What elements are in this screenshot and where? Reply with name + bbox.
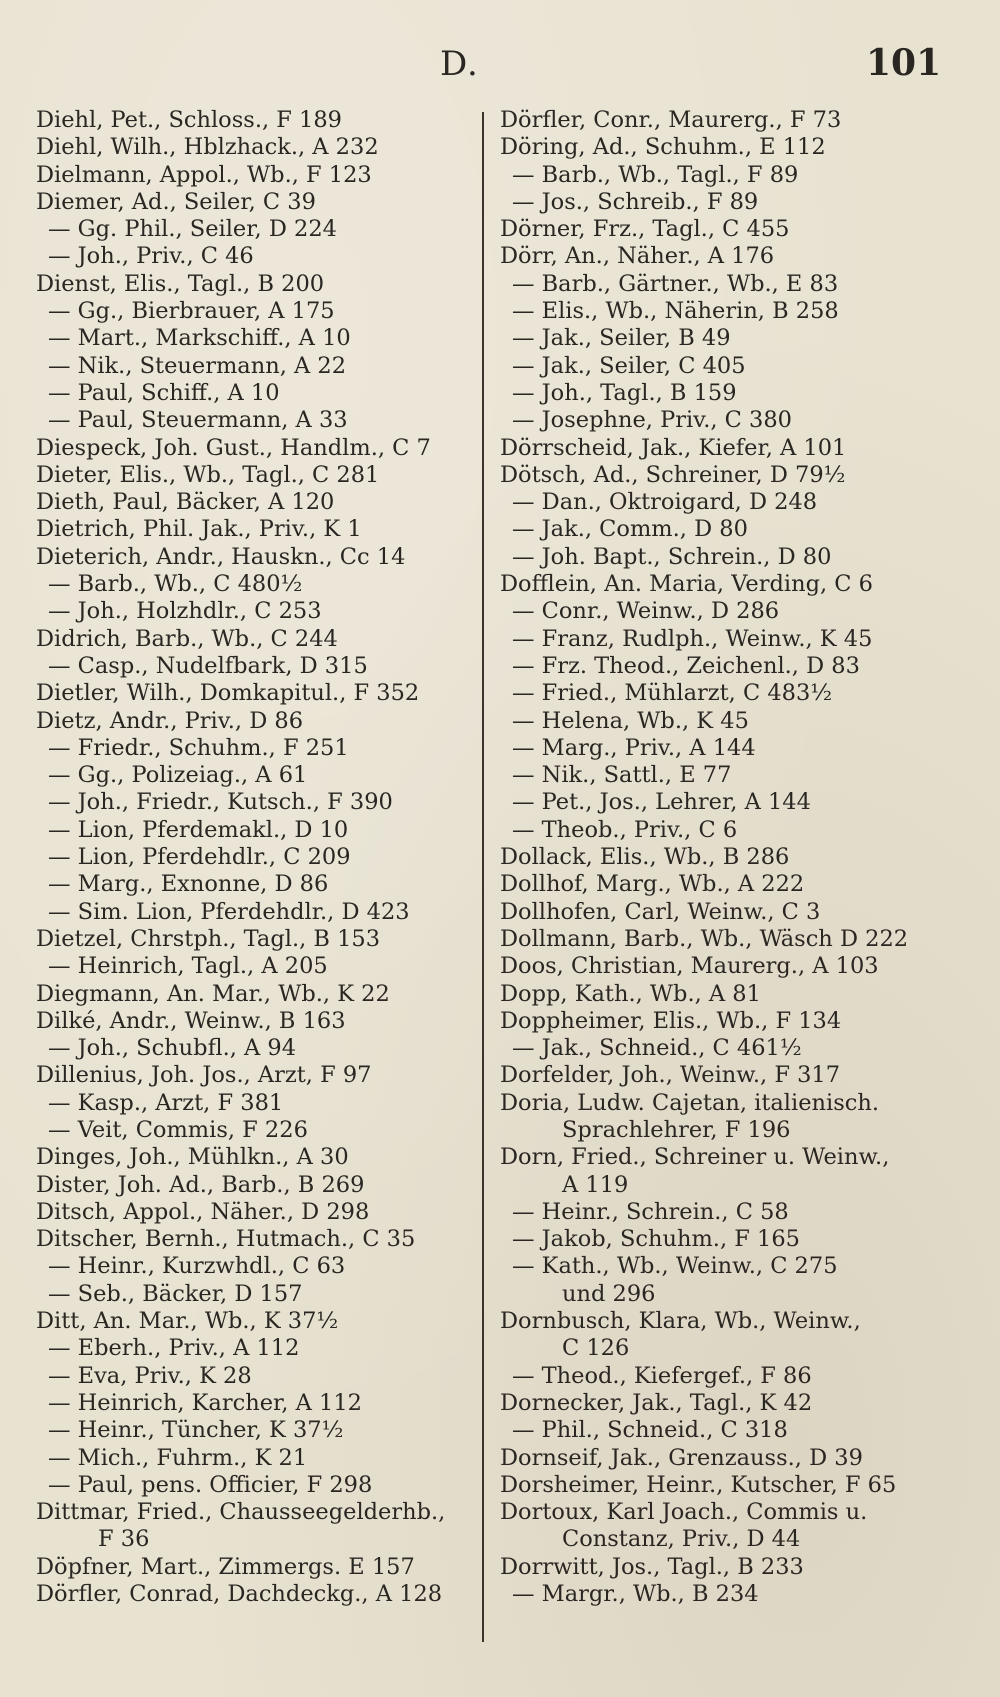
directory-entry: — Seb., Bäcker, D 157 xyxy=(48,1280,303,1307)
directory-entry: Diegmann, An. Mar., Wb., K 22 xyxy=(36,980,390,1007)
directory-entry-continuation: Constanz, Priv., D 44 xyxy=(562,1526,801,1553)
directory-entry: — Heinr., Tüncher, K 37½ xyxy=(48,1417,344,1444)
directory-entry: Dörr, An., Näher., A 176 xyxy=(500,243,775,270)
directory-entry: Dieterich, Andr., Hauskn., Cc 14 xyxy=(36,543,406,570)
directory-entry-continuation: F 36 xyxy=(98,1526,150,1553)
directory-entry: — Joh., Priv., C 46 xyxy=(48,243,254,270)
directory-entry: — Barb., Wb., C 480½ xyxy=(48,571,303,598)
column-divider xyxy=(482,112,484,1642)
directory-entry: Dofflein, An. Maria, Verding, C 6 xyxy=(500,571,873,598)
directory-entry: Dollack, Elis., Wb., B 286 xyxy=(500,844,790,871)
directory-entry: Dietz, Andr., Priv., D 86 xyxy=(36,707,304,734)
directory-entry: — Joh., Friedr., Kutsch., F 390 xyxy=(48,789,393,816)
directory-entry: Dister, Joh. Ad., Barb., B 269 xyxy=(36,1171,365,1198)
directory-entry: — Nik., Sattl., E 77 xyxy=(512,762,732,789)
directory-entry: Dorrwitt, Jos., Tagl., B 233 xyxy=(500,1553,804,1580)
directory-entry: — Frz. Theod., Zeichenl., D 83 xyxy=(512,652,860,679)
directory-entry: — Heinr., Schrein., C 58 xyxy=(512,1198,789,1225)
directory-entry: Dollhofen, Carl, Weinw., C 3 xyxy=(500,898,821,925)
directory-entry: — Jak., Comm., D 80 xyxy=(512,516,748,543)
directory-entry: Dillenius, Joh. Jos., Arzt, F 97 xyxy=(36,1062,372,1089)
directory-entry: Dorsheimer, Heinr., Kutscher, F 65 xyxy=(500,1471,897,1498)
directory-entry: — Paul, Steuermann, A 33 xyxy=(48,407,348,434)
directory-entry: Dietler, Wilh., Domkapitul., F 352 xyxy=(36,680,420,707)
directory-entry: — Barb., Gärtner., Wb., E 83 xyxy=(512,270,839,297)
directory-entry: Dortoux, Karl Joach., Commis u. xyxy=(500,1499,868,1526)
directory-entry: Ditscher, Bernh., Hutmach., C 35 xyxy=(36,1226,416,1253)
directory-entry: — Gg., Polizeiag., A 61 xyxy=(48,762,308,789)
directory-entry: Dieter, Elis., Wb., Tagl., C 281 xyxy=(36,461,380,488)
directory-entry: — Dan., Oktroigard, D 248 xyxy=(512,489,818,516)
directory-entry: Dopp, Kath., Wb., A 81 xyxy=(500,980,761,1007)
directory-entry: Dörfler, Conr., Maurerg., F 73 xyxy=(500,107,842,133)
section-letter: D. xyxy=(440,44,479,84)
directory-entry: — Heinrich, Tagl., A 205 xyxy=(48,953,328,980)
directory-entry-continuation: Sprachlehrer, F 196 xyxy=(562,1116,791,1143)
directory-entry: — Phil., Schneid., C 318 xyxy=(512,1417,788,1444)
directory-entry: — Franz, Rudlph., Weinw., K 45 xyxy=(512,625,873,652)
directory-entry: — Margr., Wb., B 234 xyxy=(512,1581,759,1608)
directory-entry: Dollmann, Barb., Wb., Wäsch D 222 xyxy=(500,925,909,952)
directory-entry: Doria, Ludw. Cajetan, italienisch. xyxy=(500,1089,879,1116)
directory-entry: Diespeck, Joh. Gust., Handlm., C 7 xyxy=(36,434,431,461)
directory-entry: — Heinr., Kurzwhdl., C 63 xyxy=(48,1253,346,1280)
directory-entry: Dienst, Elis., Tagl., B 200 xyxy=(36,270,325,297)
directory-entry: — Joh. Bapt., Schrein., D 80 xyxy=(512,543,832,570)
directory-entry: Dietrich, Phil. Jak., Priv., K 1 xyxy=(36,516,362,543)
directory-entry: Döring, Ad., Schuhm., E 112 xyxy=(500,134,826,161)
directory-entry: — Kasp., Arzt, F 381 xyxy=(48,1089,284,1116)
directory-entry: — Nik., Steuermann, A 22 xyxy=(48,352,347,379)
directory-entry: — Joh., Schubfl., A 94 xyxy=(48,1035,297,1062)
directory-entry: Dörfler, Conrad, Dachdeckg., A 128 xyxy=(36,1581,443,1608)
page-header xyxy=(0,44,1000,84)
directory-entry: Dornbusch, Klara, Wb., Weinw., xyxy=(500,1308,861,1335)
directory-entry: Dornecker, Jak., Tagl., K 42 xyxy=(500,1389,813,1416)
directory-entry: — Jos., Schreib., F 89 xyxy=(512,188,759,215)
directory-entry: Doos, Christian, Maurerg., A 103 xyxy=(500,953,879,980)
directory-entry: — Helena, Wb., K 45 xyxy=(512,707,749,734)
directory-entry: — Kath., Wb., Weinw., C 275 xyxy=(512,1253,838,1280)
directory-entry: — Paul, Schiff., A 10 xyxy=(48,379,280,406)
directory-entry: Dittmar, Fried., Chausseegelderhb., xyxy=(36,1499,446,1526)
directory-entry: Dinges, Joh., Mühlkn., A 30 xyxy=(36,1144,349,1171)
directory-entry: — Mich., Fuhrm., K 21 xyxy=(48,1444,308,1471)
directory-entry: — Theod., Kiefergef., F 86 xyxy=(512,1362,812,1389)
directory-entry: — Barb., Wb., Tagl., F 89 xyxy=(512,161,799,188)
page-number: 101 xyxy=(866,42,942,84)
directory-entry: Dornseif, Jak., Grenzauss., D 39 xyxy=(500,1444,863,1471)
directory-entry: — Eberh., Priv., A 112 xyxy=(48,1335,300,1362)
directory-entry: — Sim. Lion, Pferdehdlr., D 423 xyxy=(48,898,410,925)
directory-entry: — Gg., Bierbrauer, A 175 xyxy=(48,298,335,325)
directory-entry: — Theob., Priv., C 6 xyxy=(512,816,738,843)
directory-entry: Döpfner, Mart., Zimmergs. E 157 xyxy=(36,1553,415,1580)
directory-entry: — Elis., Wb., Näherin, B 258 xyxy=(512,298,839,325)
directory-entry: — Eva, Priv., K 28 xyxy=(48,1362,252,1389)
directory-entry: — Mart., Markschiff., A 10 xyxy=(48,325,351,352)
directory-entry: Dorfelder, Joh., Weinw., F 317 xyxy=(500,1062,841,1089)
directory-entry: Dorn, Fried., Schreiner u. Weinw., xyxy=(500,1144,890,1171)
directory-entry-continuation: A 119 xyxy=(562,1171,629,1198)
directory-entry: Doppheimer, Elis., Wb., F 134 xyxy=(500,1007,842,1034)
directory-entry: Diemer, Ad., Seiler, C 39 xyxy=(36,188,316,215)
directory-entry: Dollhof, Marg., Wb., A 222 xyxy=(500,871,805,898)
directory-entry: Dielmann, Appol., Wb., F 123 xyxy=(36,161,372,188)
directory-entry: — Pet., Jos., Lehrer, A 144 xyxy=(512,789,811,816)
directory-entry: — Heinrich, Karcher, A 112 xyxy=(48,1389,362,1416)
directory-entry: Ditt, An. Mar., Wb., K 37½ xyxy=(36,1308,339,1335)
directory-entry: — Lion, Pferdehdlr., C 209 xyxy=(48,844,351,871)
directory-entry: — Jakob, Schuhm., F 165 xyxy=(512,1226,800,1253)
directory-entry: Dörner, Frz., Tagl., C 455 xyxy=(500,216,790,243)
left-column xyxy=(36,107,492,1608)
directory-entry: — Conr., Weinw., D 286 xyxy=(512,598,780,625)
directory-entry: — Casp., Nudelfbark, D 315 xyxy=(48,652,368,679)
directory-entry: — Veit, Commis, F 226 xyxy=(48,1116,308,1143)
directory-entry: Dörrscheid, Jak., Kiefer, A 101 xyxy=(500,434,847,461)
directory-entry-continuation: C 126 xyxy=(562,1335,630,1362)
directory-entry: Dieth, Paul, Bäcker, A 120 xyxy=(36,489,335,516)
directory-entry: — Friedr., Schuhm., F 251 xyxy=(48,734,349,761)
directory-entry: — Fried., Mühlarzt, C 483½ xyxy=(512,680,833,707)
directory-entry: — Joh., Tagl., B 159 xyxy=(512,379,737,406)
right-column xyxy=(500,107,970,1608)
directory-entry: — Marg., Exnonne, D 86 xyxy=(48,871,329,898)
directory-entry: Diehl, Wilh., Hblzhack., A 232 xyxy=(36,134,379,161)
directory-entry: — Jak., Seiler, C 405 xyxy=(512,352,746,379)
directory-entry: Dietzel, Chrstph., Tagl., B 153 xyxy=(36,925,381,952)
directory-entry: — Lion, Pferdemakl., D 10 xyxy=(48,816,349,843)
directory-entry: — Paul, pens. Officier, F 298 xyxy=(48,1471,373,1498)
directory-entry: Didrich, Barb., Wb., C 244 xyxy=(36,625,338,652)
directory-entry: Ditsch, Appol., Näher., D 298 xyxy=(36,1198,370,1225)
directory-entry: — Gg. Phil., Seiler, D 224 xyxy=(48,216,337,243)
directory-entry: Dilké, Andr., Weinw., B 163 xyxy=(36,1007,346,1034)
directory-entry: — Josephne, Priv., C 380 xyxy=(512,407,792,434)
directory-entry: — Jak., Schneid., C 461½ xyxy=(512,1035,802,1062)
directory-entry: — Jak., Seiler, B 49 xyxy=(512,325,731,352)
directory-entry: — Joh., Holzhdlr., C 253 xyxy=(48,598,322,625)
directory-entry-continuation: und 296 xyxy=(562,1280,656,1307)
directory-entry: Dötsch, Ad., Schreiner, D 79½ xyxy=(500,461,846,488)
directory-entry: Diehl, Pet., Schloss., F 189 xyxy=(36,107,342,133)
directory-entry: — Marg., Priv., A 144 xyxy=(512,734,756,761)
